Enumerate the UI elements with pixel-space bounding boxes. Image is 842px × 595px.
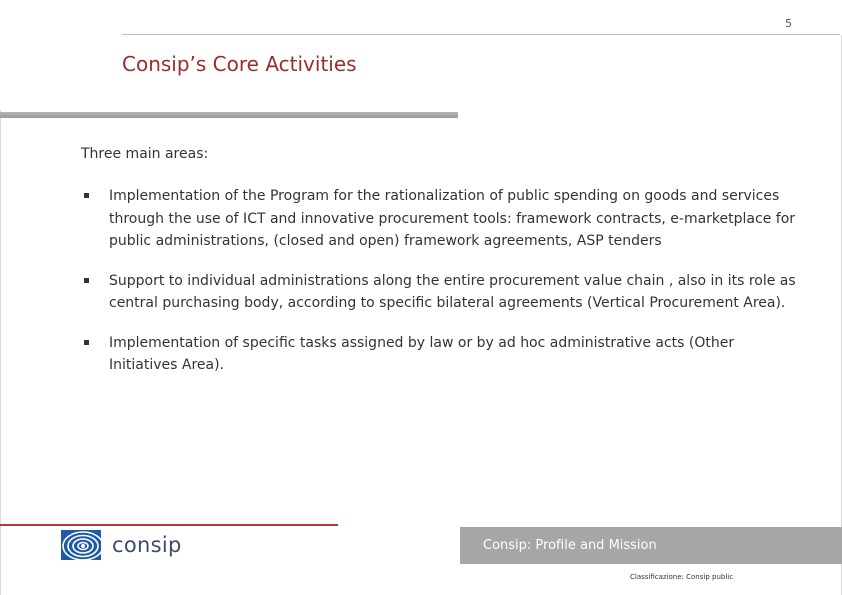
classification-label: Classificazione: Consip public xyxy=(630,573,734,581)
footer-section-box xyxy=(460,527,842,564)
bullet-text: Support to individual administrations along the entire procurement value chain , also in its role as central purchasing body, according to specific bilateral agreements (Vertical Procurement Area). xyxy=(109,272,796,311)
square-bullet-icon xyxy=(84,193,89,198)
header-rule xyxy=(122,34,840,35)
bullet-text: Implementation of specific tasks assigned by law or by ad hoc administrative acts (Other Initiatives Area). xyxy=(109,334,735,373)
consip-logo xyxy=(61,530,182,560)
footer-red-rule xyxy=(0,524,338,526)
list-item xyxy=(81,185,801,253)
slide-title: Consip’s Core Activities xyxy=(122,52,357,76)
logo-text: consip xyxy=(112,533,182,557)
list-item xyxy=(81,270,801,315)
list-item xyxy=(81,332,801,377)
square-bullet-icon xyxy=(84,278,89,283)
square-bullet-icon xyxy=(84,340,89,345)
bullet-list xyxy=(81,185,801,394)
slide-frame-left xyxy=(0,110,1,595)
page-number: 5 xyxy=(785,17,792,30)
intro-text: Three main areas: xyxy=(81,146,209,162)
footer-section-label: Consip: Profile and Mission xyxy=(483,538,657,553)
bullet-text: Implementation of the Program for the rationalization of public spending on goods and services through the use of ICT and innovative procurement tools: framework contracts, e-marketplace for public administrations, (closed and open) framework agreements, ASP tenders xyxy=(109,188,796,249)
title-underline-bar xyxy=(0,112,458,118)
consip-logo-icon xyxy=(61,530,101,560)
